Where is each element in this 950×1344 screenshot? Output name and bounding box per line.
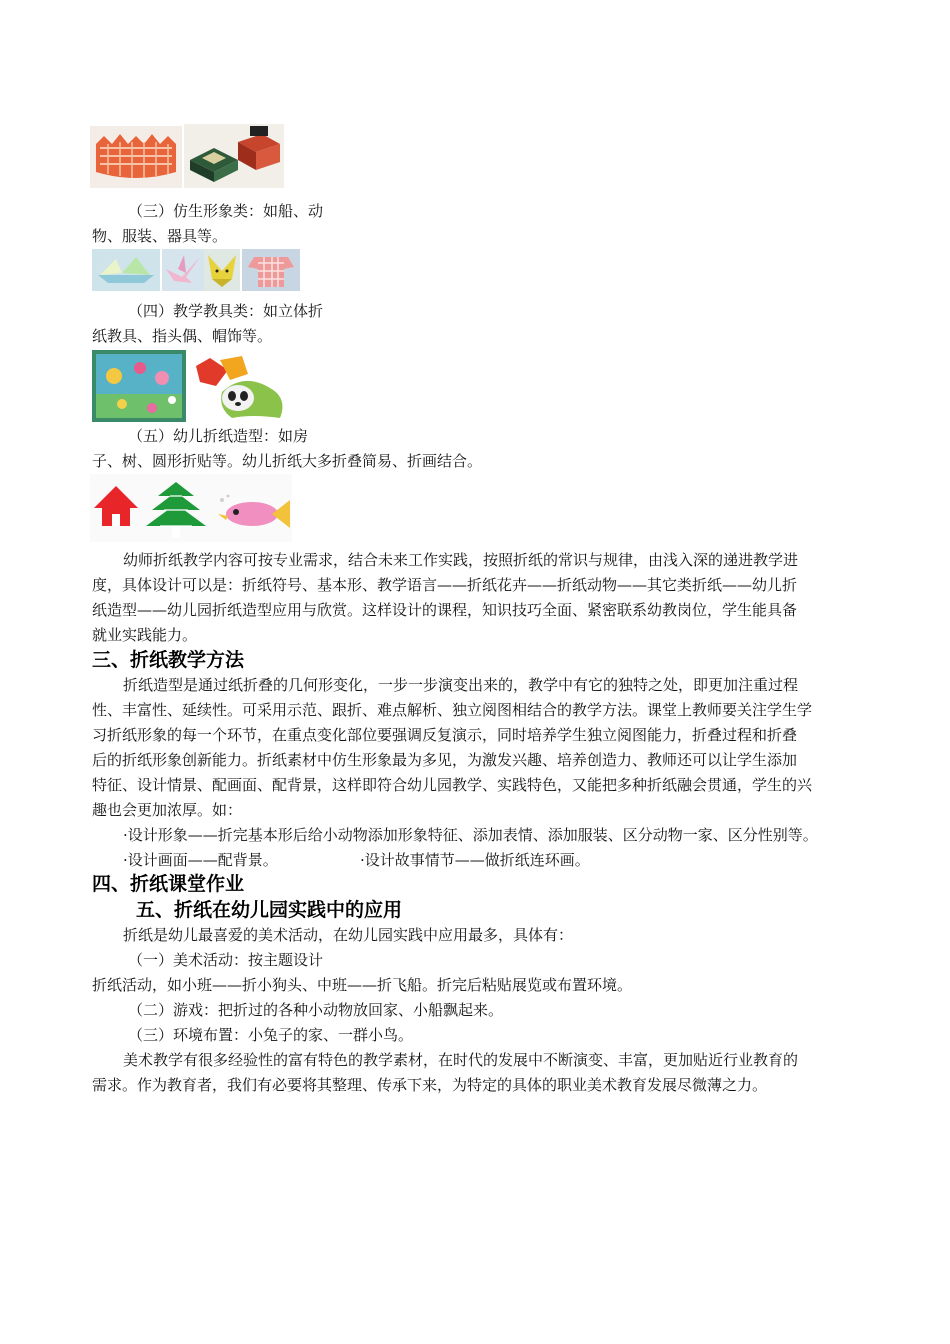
finger-puppet-photo (192, 352, 292, 422)
methods-paragraph-line: 特征、设计情景、配画面、配背景，这样即符合幼儿园教学、实践特色，又能把多种折纸融会贯通，学生的兴 (92, 776, 813, 794)
methods-paragraph-line: 习折纸形象的每一个环节，在重点变化部位要强调反复演示，同时培养学生独立阅图能力，折叠过程和折叠 (92, 726, 798, 744)
methods-paragraph-line: 折纸造型是通过纸折叠的几何形变化，一步一步演变出来的，教学中有它的独特之处，即更加注重过程 (123, 676, 799, 694)
paper-crown-photo (90, 126, 182, 188)
section-bionic-line1: （三）仿生形象类：如船、动 (128, 202, 324, 220)
section-aids-line2: 纸教具、指头偶、帽饰等。 (92, 327, 273, 345)
bullet-design-scene: ·设计画面——配背景。 (123, 851, 278, 869)
design-paragraph-line: 就业实践能力。 (92, 626, 198, 644)
apply-art-line2: 折纸活动，如小班——折小狗头、中班——折飞船。折完后粘贴展览或布置环境。 (92, 976, 633, 994)
apply-game: （二）游戏：把折过的各种小动物放回家、小船飘起来。 (128, 1001, 504, 1019)
bullet-design-story: ·设计故事情节——做折纸连环画。 (360, 851, 590, 869)
child-origami-models-photo (90, 474, 292, 542)
apply-environment: （三）环境布置：小兔子的家、一群小鸟。 (128, 1026, 414, 1044)
heading-homework: 四、折纸课堂作业 (92, 873, 245, 895)
methods-paragraph-line: 后的折纸形象创新能力。折纸素材中仿生形象最为多见，为激发兴趣、培养创造力、教师还可以让学生添加 (92, 751, 798, 769)
heading-kindergarten-application: 五、折纸在幼儿园实践中的应用 (136, 899, 403, 921)
design-paragraph-line: 幼师折纸教学内容可按专业需求，结合未来工作实践，按照折纸的常识与规律，由浅入深的递进教学进 (123, 551, 799, 569)
section-models-line2: 子、树、圆形折贴等。幼儿折纸大多折叠简易、折画结合。 (92, 452, 483, 470)
popup-teaching-aid-photo (92, 350, 186, 422)
bullet-design-image: ·设计形象——折完基本形后给小动物添加形象特征、添加表情、添加服装、区分动物一家、区分性别等。 (123, 826, 818, 844)
design-paragraph-line: 度，具体设计可以是：折纸符号、基本形、教学语言——折纸花卉——折纸动物——其它类折纸——幼儿折 (92, 576, 798, 594)
design-paragraph-line: 纸造型——幼儿园折纸造型应用与欣赏。这样设计的课程，知识技巧全面、紧密联系幼教岗位，学生能具备 (92, 601, 798, 619)
heading-teaching-methods: 三、折纸教学方法 (92, 649, 245, 671)
conclusion-line: 需求。作为教育者，我们有必要将其整理、传承下来，为特定的具体的职业美术教育发展尽微薄之力。 (92, 1076, 768, 1094)
paper-crane-photo (162, 249, 204, 291)
section-aids-line1: （四）教学教具类：如立体折 (128, 302, 324, 320)
conclusion-line: 美术教学有很多经验性的富有特色的教学素材，在时代的发展中不断演变、丰富，更加贴近行业教育的 (123, 1051, 799, 1069)
paper-boxes-photo (184, 124, 284, 188)
paper-clothing-photo (242, 249, 300, 291)
methods-paragraph-line: 性、丰富性、延续性。可采用示范、跟折、难点解析、独立阅图相结合的教学方法。课堂上教师要关注学生学 (92, 701, 813, 719)
methods-paragraph-line: 趣也会更加浓厚。如： (92, 801, 243, 819)
section-models-line1: （五）幼儿折纸造型：如房 (128, 427, 309, 445)
section-bionic-line2: 物、服装、器具等。 (92, 227, 228, 245)
apply-intro: 折纸是幼儿最喜爱的美术活动，在幼儿园实践中应用最多，具体有： (123, 926, 574, 944)
paper-boat-photo (92, 249, 160, 291)
apply-art-line1: （一）美术活动：按主题设计 (128, 951, 324, 969)
paper-fox-photo (204, 249, 240, 291)
